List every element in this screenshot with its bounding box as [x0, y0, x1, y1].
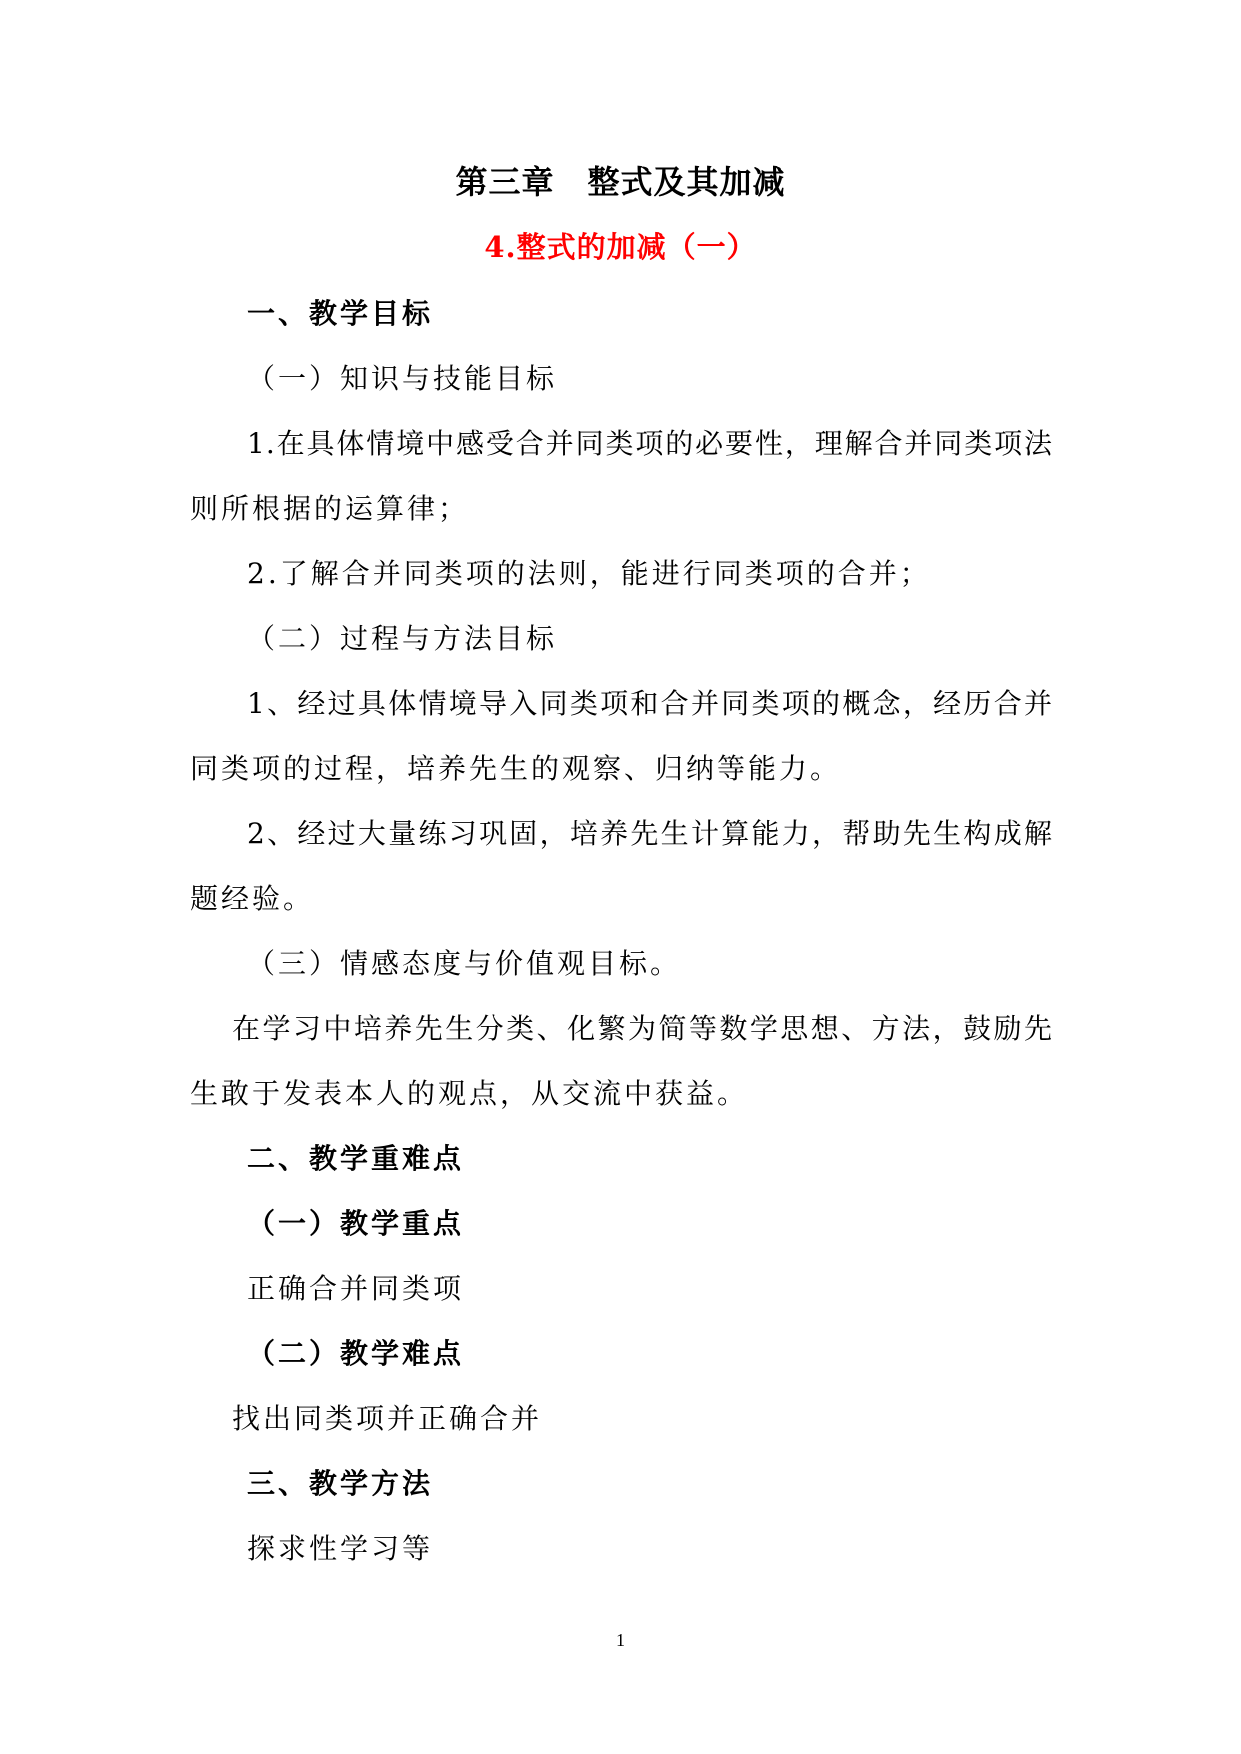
section-heading-objectives: 一、教学目标	[247, 297, 434, 330]
subheading-emotion-values: （三）情感态度与价值观目标。	[247, 947, 682, 980]
section-heading-teaching-method: 三、教学方法	[247, 1467, 434, 1500]
paragraph-process1-line2: 同类项的过程，培养先生的观察、归纳等能力。	[190, 752, 842, 785]
paragraph-key-point: 正确合并同类项	[247, 1272, 465, 1305]
paragraph-emotion-line1: 在学习中培养先生分类、化繁为简等数学思想、方法，鼓励先	[232, 1012, 1053, 1045]
paragraph-process2-line2: 题经验。	[190, 882, 315, 915]
paragraph-item2: 2.了解合并同类项的法则，能进行同类项的合并；	[247, 557, 931, 590]
subheading-key-point: （一）教学重点	[247, 1207, 465, 1240]
subheading-difficulty: （二）教学难点	[247, 1337, 465, 1370]
lesson-subtitle: 4.整式的加减（一）	[484, 230, 757, 264]
paragraph-item1-line1: 1.在具体情境中感受合并同类项的必要性，理解合并同类项法	[247, 427, 1053, 460]
chapter-title: 第三章 整式及其加减	[455, 163, 786, 201]
page-number: 1	[616, 1630, 625, 1650]
paragraph-teaching-method: 探求性学习等	[247, 1532, 434, 1565]
subheading-knowledge-skills: （一）知识与技能目标	[247, 362, 558, 395]
section-heading-key-difficulties: 二、教学重难点	[247, 1142, 465, 1175]
paragraph-process2-line1: 2、经过大量练习巩固，培养先生计算能力，帮助先生构成解	[247, 817, 1053, 850]
paragraph-process1-line1: 1、经过具体情境导入同类项和合并同类项的概念，经历合并	[247, 687, 1053, 720]
paragraph-emotion-line2: 生敢于发表本人的观点，从交流中获益。	[190, 1077, 749, 1110]
paragraph-difficulty: 找出同类项并正确合并	[232, 1402, 543, 1435]
paragraph-item1-line2: 则所根据的运算律；	[190, 492, 470, 525]
subheading-process-method: （二）过程与方法目标	[247, 622, 558, 655]
